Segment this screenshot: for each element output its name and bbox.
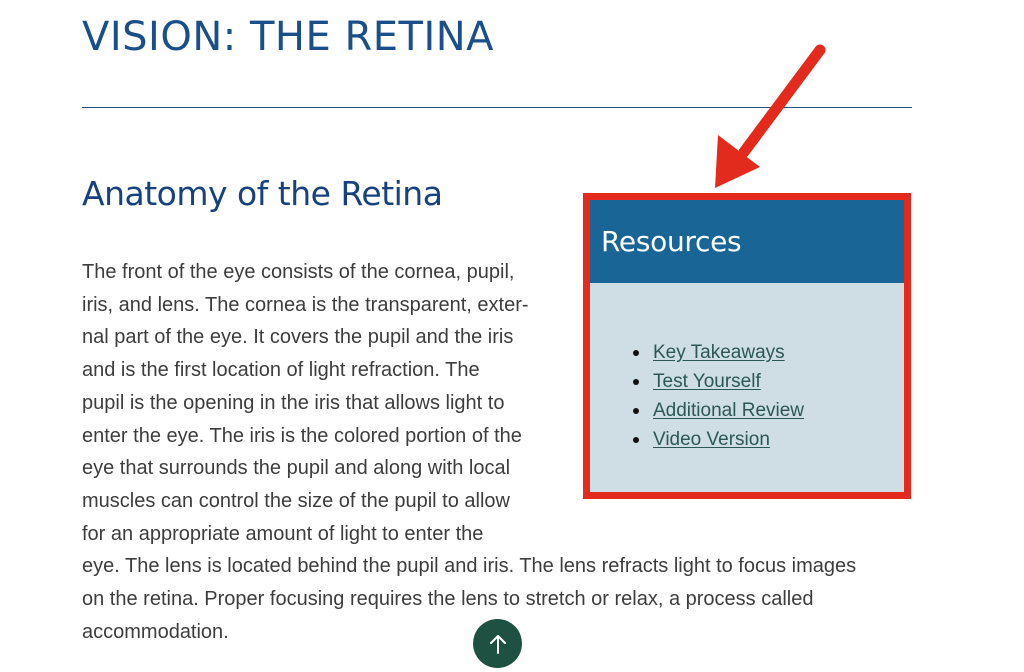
paragraph-line: The front of the eye consists of the cornea, pupil, bbox=[82, 261, 515, 283]
paragraph-line: iris, and lens. The cornea is the transparent, exter- bbox=[82, 293, 529, 316]
paragraph-line: on the retina. Proper focusing requires the lens to stretch or relax, a process called bbox=[82, 588, 814, 611]
paragraph-line: accommodation. bbox=[82, 620, 229, 643]
paragraph-line: and is the first location of light refraction. The bbox=[82, 359, 480, 382]
paragraph-line: enter the eye. The iris is the colored portion of the bbox=[82, 424, 522, 447]
paragraph-line: muscles can control the size of the pupil to allow bbox=[82, 489, 510, 512]
arrow-up-icon bbox=[488, 633, 508, 655]
body-paragraph bbox=[82, 256, 856, 648]
additional-review-link[interactable]: Additional Review bbox=[653, 400, 805, 421]
scroll-to-top-button[interactable] bbox=[473, 619, 522, 668]
red-arrow-icon bbox=[700, 40, 840, 200]
paragraph-line: nal part of the eye. It covers the pupil and the iris bbox=[82, 326, 514, 349]
section-heading: Anatomy of the Retina bbox=[82, 174, 443, 213]
paragraph-line: eye that surrounds the pupil and along with local bbox=[82, 457, 511, 480]
test-yourself-link[interactable]: Test Yourself bbox=[653, 371, 761, 392]
video-version-link[interactable]: Video Version bbox=[653, 429, 770, 450]
page-title: VISION: THE RETINA bbox=[82, 14, 495, 60]
paragraph-line: pupil is the opening in the iris that allows light to bbox=[82, 391, 505, 414]
resources-title: Resources bbox=[590, 200, 904, 283]
key-takeaways-link[interactable]: Key Takeaways bbox=[653, 342, 785, 363]
paragraph-line: eye. The lens is located behind the pupil and iris. The lens refracts light to focus images bbox=[82, 555, 857, 578]
paragraph-line: for an appropriate amount of light to enter the bbox=[82, 522, 484, 545]
